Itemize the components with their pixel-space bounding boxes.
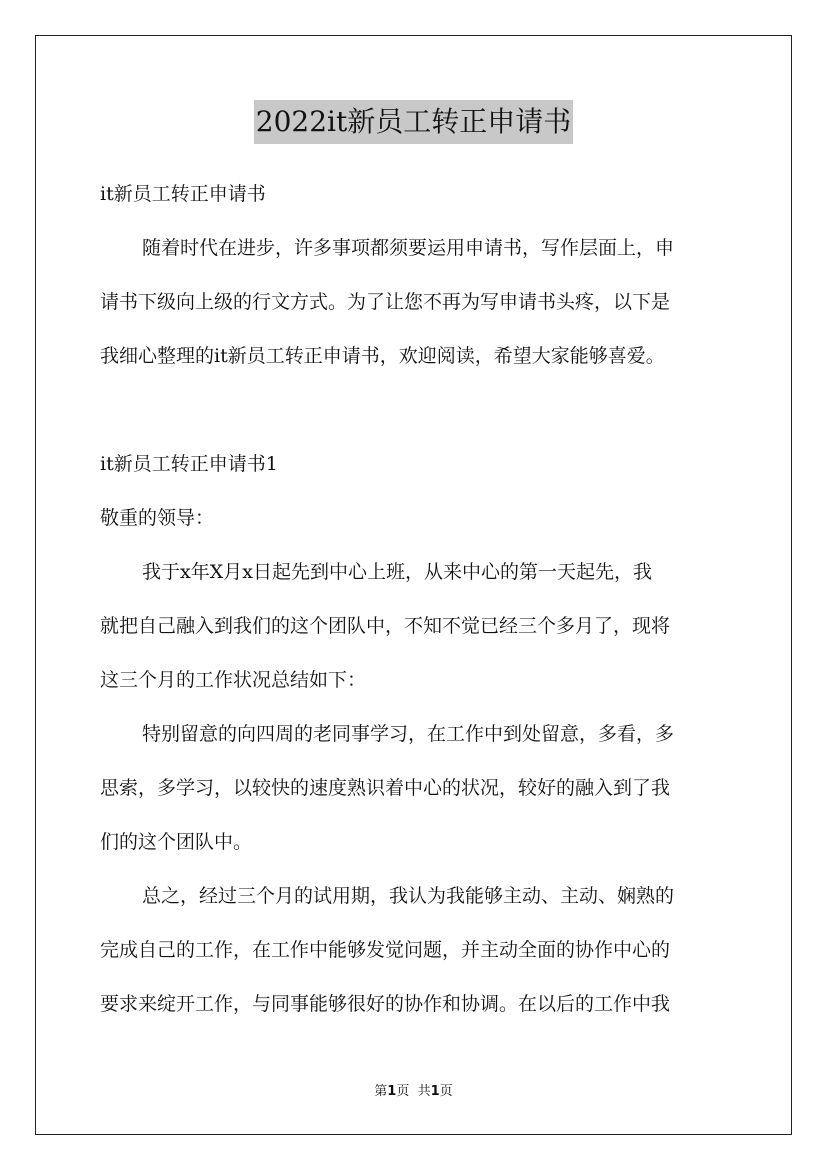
paragraph-line: 要求来绽开工作，与同事能够很好的协作和协调。在以后的工作中我 xyxy=(100,993,671,1015)
page-label-suffix: 页 xyxy=(396,1084,410,1099)
paragraph-line: 就把自己融入到我们的这个团队中，不知不觉已经三个多月了，现将 xyxy=(100,615,671,637)
total-pages: 1 xyxy=(430,1084,440,1099)
page-number: 1 xyxy=(387,1084,397,1099)
paragraph-line: 总之，经过三个月的试用期，我认为我能够主动、主动、娴熟的 xyxy=(142,885,675,907)
total-label-prefix: 共 xyxy=(417,1084,431,1099)
section-heading: it新员工转正申请书1 xyxy=(100,453,278,475)
subtitle-line: it新员工转正申请书 xyxy=(100,183,266,205)
paragraph-line: 思索，多学习，以较快的速度熟识着中心的状况，较好的融入到了我 xyxy=(100,777,671,799)
paragraph-line: 完成自己的工作，在工作中能够发觉问题，并主动全面的协作中心的 xyxy=(100,939,671,961)
document-title-text: 2022it新员工转正申请书 xyxy=(254,100,573,144)
paragraph-line: 特别留意的向四周的老同事学习，在工作中到处留意，多看，多 xyxy=(142,723,675,745)
paragraph-line: 请书下级向上级的行文方式。为了让您不再为写申请书头疼，以下是 xyxy=(100,291,671,313)
paragraph-line: 随着时代在进步，许多事项都须要运用申请书，写作层面上，申 xyxy=(142,237,675,259)
paragraph-line: 我细心整理的it新员工转正申请书，欢迎阅读，希望大家能够喜爱。 xyxy=(100,345,665,367)
page-footer xyxy=(0,1082,827,1102)
page-label-prefix: 第 xyxy=(374,1084,388,1099)
total-label-suffix: 页 xyxy=(439,1084,453,1099)
paragraph-line: 我于x年X月x日起先到中心上班，从来中心的第一天起先，我 xyxy=(142,561,652,583)
salutation: 敬重的领导： xyxy=(100,507,215,529)
paragraph-line: 们的这个团队中。 xyxy=(100,831,253,853)
paragraph-line: 这三个月的工作状况总结如下： xyxy=(100,669,367,691)
document-title xyxy=(0,100,827,144)
